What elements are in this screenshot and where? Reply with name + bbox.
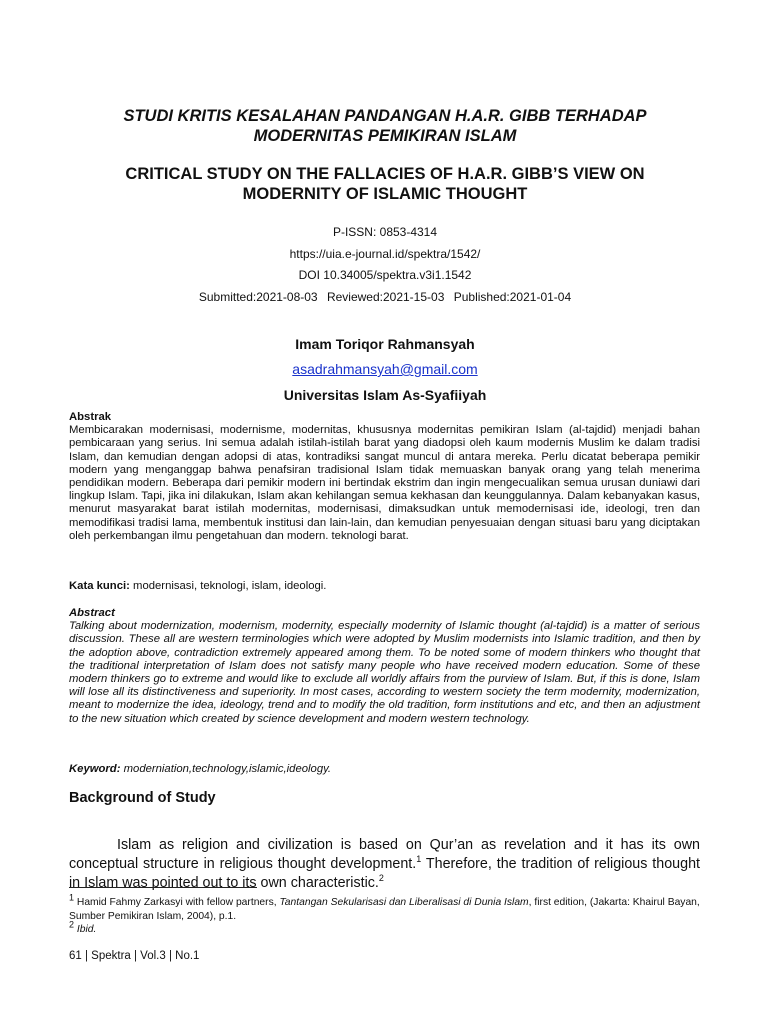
article-meta <box>60 222 710 308</box>
kata-kunci-text: modernisasi, teknologi, islam, ideologi. <box>129 580 327 592</box>
title-en-line-2: MODERNITY OF ISLAMIC THOUGHT <box>242 185 528 203</box>
footnote-2-text: Ibid. <box>74 924 97 935</box>
footnote-divider <box>69 887 257 888</box>
page-footer: 61 | Spektra | Vol.3 | No.1 <box>69 950 200 962</box>
keyword-text: moderniation,technology,islamic,ideology. <box>120 763 332 775</box>
doi[interactable]: DOI 10.34005/spektra.v3i1.1542 <box>298 268 472 282</box>
body-text-a: Islam as religion and civilization is based on Qur’an as revelation and it has its own conceptual structure in religious thought development. <box>69 837 700 873</box>
reviewed-date: Reviewed:2021-15-03 <box>326 289 445 304</box>
issn: P-ISSN: 0853-4314 <box>332 225 438 239</box>
article-url[interactable]: https://uia.e-journal.id/spektra/1542/ <box>289 246 481 261</box>
section-heading: Background of Study <box>69 790 216 806</box>
article-dates <box>60 287 710 309</box>
submitted-date: Submitted:2021-08-03 <box>198 289 318 304</box>
title-english <box>60 164 710 204</box>
footnote-2-number: 2 <box>69 919 75 930</box>
footnote-1 <box>69 892 700 923</box>
title-id-line-2: MODERNITAS PEMIKIRAN ISLAM <box>253 127 517 145</box>
kata-kunci <box>69 580 700 592</box>
footnote-2 <box>69 919 700 937</box>
author-name: Imam Toriqor Rahmansyah <box>295 336 475 352</box>
footnote-1-number: 1 <box>69 892 75 903</box>
abstract-heading: Abstract <box>69 607 115 619</box>
footnote-ref-2[interactable]: 2 <box>378 873 384 884</box>
abstrak-text: Membicarakan modernisasi, modernisme, modernitas, khususnya modernitas pemikiran Islam (al-tajdid) menjadi bahan pembicaraan yang serius. Ini semua adalah istilah-istilah barat yang diadopsi oleh kaum modernis Muslim ke dalam tradisi Islam, dan kemudian dengan adopsi di atas, kontradiksi sangat muncul di antara mereka. Perlu dicatat beberapa pemikir modern yang menganggap bahwa penafsiran tradisional Islam tidak memuaskan banyak orang yang telah menerima pendidikan modern. Beberapa dari pemikir modern ini bertindak ekstrim dan ingin mengecualikan semua urusan duniawi dari lingkup Islam. Tapi, jika ini dilakukan, Islam akan kehilangan semua kekhasan dan keunggulannya. Dalam kebanyakan kasus, menurut masyarakat barat istilah modernitas, modernisasi, dimaksudkan untuk memodernisasi ide, ideologi, tren dan memodifikasi tradisi lama, membentuk institusi dan lain-lain, dan kemudian penyesuaian dengan situasi baru yang diciptakan oleh perkembangan ilmu pengetahuan dan modern. teknologi barat. <box>69 424 700 542</box>
author-email-link[interactable]: asadrahmansyah@gmail.com <box>292 361 478 377</box>
abstract-text: Talking about modernization, modernism, modernity, especially modernity of Islamic thought (al-tajdid) is a matter of serious discussion. These all are western terminologies which were adopted by Muslim modernists into Islamic tradition, and then by the adoption above, contradiction extremely appeared among them. To be noted some of modern thinkers who thought that the traditional interpretation of Islam does not satisfy many people who have received modern education. Some of these modern thinkers go to extreme and would like to exclude all worldly affairs from the purview of Islam. But, if this is done, Islam will lose all its distinctiveness and superiority. In most cases, according to western society the term modernity, modernization, meant to modernize the idea, ideology, trend and to modify the old tradition, form institutions and etc, and then an adjustment to the new situation which created by science development and modern western technology. <box>69 620 700 725</box>
body-text-b: Therefore, the tradition of religious thought in Islam was pointed out to its own characteristic. <box>69 856 701 892</box>
title-en-line-1: CRITICAL STUDY ON THE FALLACIES OF H.A.R. GIBB’S VIEW ON <box>125 165 645 183</box>
keyword-label: Keyword: <box>69 763 121 775</box>
abstract-section <box>69 607 700 726</box>
abstrak-section <box>69 411 700 543</box>
title-id-line-1: STUDI KRITIS KESALAHAN PANDANGAN H.A.R. GIBB TERHADAP <box>123 107 647 125</box>
footnote-1-text-a: Hamid Fahmy Zarkasyi with fellow partners, <box>74 897 280 908</box>
footnotes <box>69 892 700 937</box>
footnote-ref-1[interactable]: 1 <box>416 854 422 865</box>
keywords <box>69 763 700 775</box>
footnote-1-text-b: , first edition, (Jakarta: Khairul Bayan, Sumber Pemikiran Islam, 2004), p.1. <box>69 897 700 922</box>
author-affiliation: Universitas Islam As-Syafiiyah <box>283 387 487 403</box>
footnote-1-title: Tantangan Sekularisasi dan Liberalisasi di Dunia Islam <box>279 897 529 908</box>
title-indonesian <box>60 106 710 146</box>
abstrak-heading: Abstrak <box>69 411 112 423</box>
kata-kunci-label: Kata kunci: <box>69 580 130 592</box>
published-date: Published:2021-01-04 <box>453 289 572 304</box>
body-paragraph <box>69 836 700 893</box>
